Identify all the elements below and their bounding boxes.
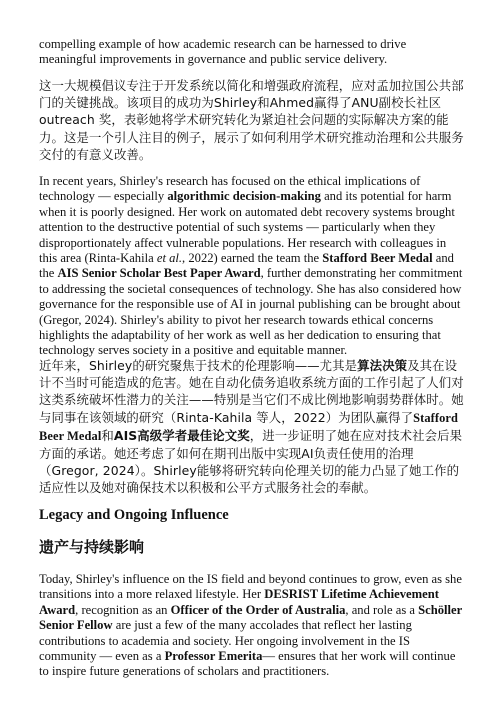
- text-run: , further demonstrating her commitment to addressing the societal consequences of technology. She has also considered how governance for the responsible use of AI in journal publishing can be brought about (Gregor, 2024). Shirley's ability to pivot her research towards ethical concerns highlights the adaptability of her work as well as her dedication to ensuring that technology serves society in a positive and equitable manner.: [39, 266, 463, 358]
- bold-role-professor-emerita: Professor Emerita: [164, 649, 263, 664]
- text-run: ，进一步证明了她在应对技术社会后果方面的承诺。她还考虑了如何在期刊出版中实现AI负责任使用的治理（Gregor, 2024）。Shirley能够将研究转向伦理关切的能力凸显了她工作的适应性以及她对确保技术以积极和公平方式服务社会的奉献。: [39, 427, 463, 496]
- bold-award-stafford-beer-medal: Stafford Beer Medal: [322, 251, 433, 266]
- paragraph-text: 这一大规模倡议专注于开发系统以简化和增强政府流程，应对孟加拉国公共部门的关键挑战。该项目的成功为Shirley和Ahmed赢得了ANU副校长社区outreach 奖，表彰她将学术研究转化为紧迫社会问题的实际解决方案的能力。这是一个引人注目的例子，展示了如何利用学术研究推动治理和公共服务交付的有意义改善。: [39, 78, 464, 162]
- paragraph-text: compelling example of how academic research can be harnessed to drive meaningful improvements in governance and public service delivery.: [39, 37, 407, 67]
- paragraph-zh-governance: [39, 77, 464, 163]
- section-heading-en: Legacy and Ongoing Influence: [39, 507, 229, 523]
- text-run: 和: [101, 427, 114, 443]
- text-run: 及其在设计不当时可能造成的危害。她在自动化债务追收系统方面的工作引起了人们对这类系统破坏性潜力的关注——特别是当它们不成比例地影响弱势群体时。她与同事在该领域的研究（Rinta-Kahila 等人，2022）为团队赢得了: [39, 358, 464, 425]
- bold-award-ais-best-paper: AIS Senior Scholar Best Paper Award: [57, 266, 261, 281]
- bold-award-desrist: DESRIST Lifetime Achievement Award: [39, 587, 439, 617]
- text-run: Today, Shirley's influence on the IS field and beyond continues to grow, even as she transitions into a more relaxed lifestyle. Her: [39, 572, 462, 602]
- text-run: and the: [39, 251, 454, 281]
- paragraph-zh-ethics: [39, 357, 464, 497]
- text-run: , recognition as an: [75, 602, 171, 617]
- bold-term-algorithmic-decision-making: algorithmic decision-making: [167, 189, 321, 204]
- bold-term-algorithmic-decision-zh: 算法决策: [357, 358, 408, 373]
- text-run: — ensures that her work will continue to inspire future generations of scholars and practitioners.: [39, 649, 456, 679]
- text-run: , and role as a: [345, 602, 419, 617]
- text-run: , 2022) earned the team the: [182, 251, 323, 266]
- section-heading-zh: 遗产与持续影响: [39, 538, 145, 556]
- paragraph-en-governance: [39, 37, 464, 68]
- paragraph-en-legacy: [39, 572, 464, 680]
- bold-award-stafford-beer-medal-zh: Stafford Beer Medal: [39, 410, 458, 443]
- text-run: 近年来，Shirley的研究聚焦于技术的伦理影响——尤其是: [39, 358, 358, 373]
- text-run: are just a few of the many accolades that reflect her lasting contributions to academia and society. Her ongoing involvement in the IS community — even as a: [39, 618, 412, 664]
- text-run: and its potential for harm when it is poorly designed. Her work on automated debt recovery systems brought attention to the destructive potential of such systems — particularly when they disproportionately affect vulnerable populations. Her research with colleagues in this area (Rinta-Kahila: [39, 189, 455, 266]
- bold-award-order-of-australia: Officer of the Order of Australia: [170, 602, 346, 617]
- italic-et-al: et al.: [156, 251, 183, 266]
- bold-award-ais-best-paper-zh: AIS高级学者最佳论文奖: [113, 427, 250, 443]
- text-run: In recent years, Shirley's research has focused on the ethical implications of technology — especially: [39, 174, 421, 204]
- paragraph-en-ethics: [39, 174, 464, 359]
- bold-role-scholler-fellow: Schöller Senior Fellow: [39, 602, 462, 633]
